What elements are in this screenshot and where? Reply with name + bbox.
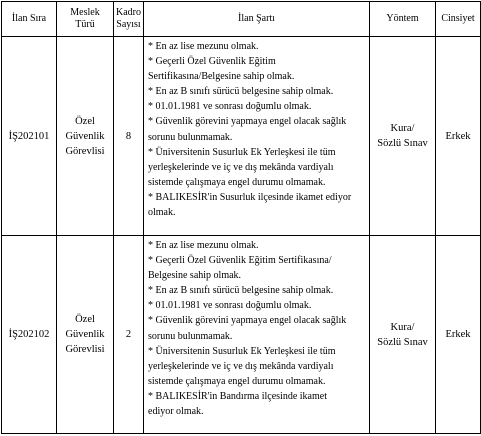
header-ilan-sira: İlan Sıra bbox=[2, 2, 57, 37]
cell-ilan-sarti bbox=[144, 37, 370, 236]
requirement-line: * 01.01.1981 ve sonrası doğumlu olmak. bbox=[148, 300, 312, 312]
requirement-line: * Geçerli Özel Güvenlik Eğitim bbox=[148, 56, 276, 68]
requirement-line: * Güvenlik görevini yapmaya engel olacak sağlık bbox=[148, 116, 347, 128]
requirement-line: olmak. bbox=[148, 207, 176, 219]
cell-cinsiyet: Erkek bbox=[436, 236, 481, 434]
requirement-line: * Üniversitenin Susurluk Ek Yerleşkesi ile tüm bbox=[148, 345, 336, 357]
requirement-line: * Üniversitenin Susurluk Ek Yerleşkesi ile tüm bbox=[148, 146, 336, 158]
requirement-line: sistemde çalışmaya engel durumu olmamak. bbox=[148, 176, 326, 188]
header-meslek-turu bbox=[57, 2, 114, 37]
requirement-line: sorunu bulunmamak. bbox=[148, 330, 233, 342]
header-kadro-sayisi bbox=[114, 2, 144, 37]
requirement-line: Belgesine sahip olmak. bbox=[148, 270, 242, 282]
cell-meslek-turu bbox=[57, 236, 114, 434]
table-row bbox=[2, 37, 481, 236]
header-kadro-line1: Kadro bbox=[116, 7, 141, 18]
requirement-line: * Geçerli Özel Güvenlik Eğitim Sertifikasına/ bbox=[148, 255, 332, 267]
requirement-line: Sertifikasına/Belgesine sahip olmak. bbox=[148, 71, 295, 83]
cell-kadro-sayisi: 2 bbox=[114, 236, 144, 434]
header-meslek-line1: Meslek bbox=[70, 7, 100, 18]
cell-cinsiyet: Erkek bbox=[436, 37, 481, 236]
requirement-line: sorunu bulunmamak. bbox=[148, 131, 233, 143]
cell-yontem bbox=[370, 37, 436, 236]
requirement-line: sistemde çalışmaya engel durumu olmamak. bbox=[148, 375, 326, 387]
meslek-line1: Özel bbox=[75, 314, 95, 325]
header-yontem: Yöntem bbox=[370, 2, 436, 37]
cell-yontem bbox=[370, 236, 436, 434]
requirement-line: yerleşkelerinde ve iç ve dış mekânda vardiyalı bbox=[148, 360, 334, 372]
requirement-line: * En az lise mezunu olmak. bbox=[148, 240, 259, 251]
meslek-line3: Görevlisi bbox=[65, 344, 105, 355]
yontem-line1: Kura/ bbox=[390, 321, 415, 333]
requirement-line: yerleşkelerinde ve iç ve dış mekânda vardiyalı bbox=[148, 161, 334, 173]
header-ilan-sarti: İlan Şartı bbox=[144, 2, 370, 37]
yontem-line2: Sözlü Sınav bbox=[377, 336, 428, 348]
cell-ilan-sira: İŞ202102 bbox=[2, 236, 57, 434]
header-meslek-line2: Türü bbox=[75, 19, 95, 30]
requirement-line: * En az B sınıfı sürücü belgesine sahip olmak. bbox=[148, 285, 334, 297]
meslek-line1: Özel bbox=[75, 115, 95, 127]
table-row bbox=[2, 236, 481, 434]
meslek-line3: Görevlisi bbox=[65, 145, 105, 157]
header-cinsiyet: Cinsiyet bbox=[436, 2, 481, 37]
job-listing-table bbox=[1, 1, 481, 434]
cell-ilan-sarti bbox=[144, 236, 370, 434]
cell-kadro-sayisi: 8 bbox=[114, 37, 144, 236]
requirement-line: * BALIKESİR'in Susurluk ilçesinde ikamet ediyor bbox=[148, 191, 352, 203]
meslek-line2: Güvenlik bbox=[65, 329, 105, 340]
cell-ilan-sira: İŞ202101 bbox=[2, 37, 57, 236]
requirement-line: * En az lise mezunu olmak. bbox=[148, 41, 259, 52]
requirement-line: * BALIKESİR'in Bandırma ilçesinde ikamet bbox=[148, 390, 327, 402]
requirement-line: * En az B sınıfı sürücü belgesine sahip olmak. bbox=[148, 86, 334, 98]
requirement-line: ediyor olmak. bbox=[148, 406, 204, 418]
header-row bbox=[2, 2, 481, 37]
header-kadro-line2: Sayısı bbox=[116, 19, 141, 30]
cell-meslek-turu bbox=[57, 37, 114, 236]
meslek-line2: Güvenlik bbox=[65, 130, 105, 142]
yontem-line2: Sözlü Sınav bbox=[377, 138, 428, 149]
requirement-line: * 01.01.1981 ve sonrası doğumlu olmak. bbox=[148, 101, 312, 113]
requirement-line: * Güvenlik görevini yapmaya engel olacak sağlık bbox=[148, 315, 347, 327]
yontem-line1: Kura/ bbox=[390, 123, 415, 134]
